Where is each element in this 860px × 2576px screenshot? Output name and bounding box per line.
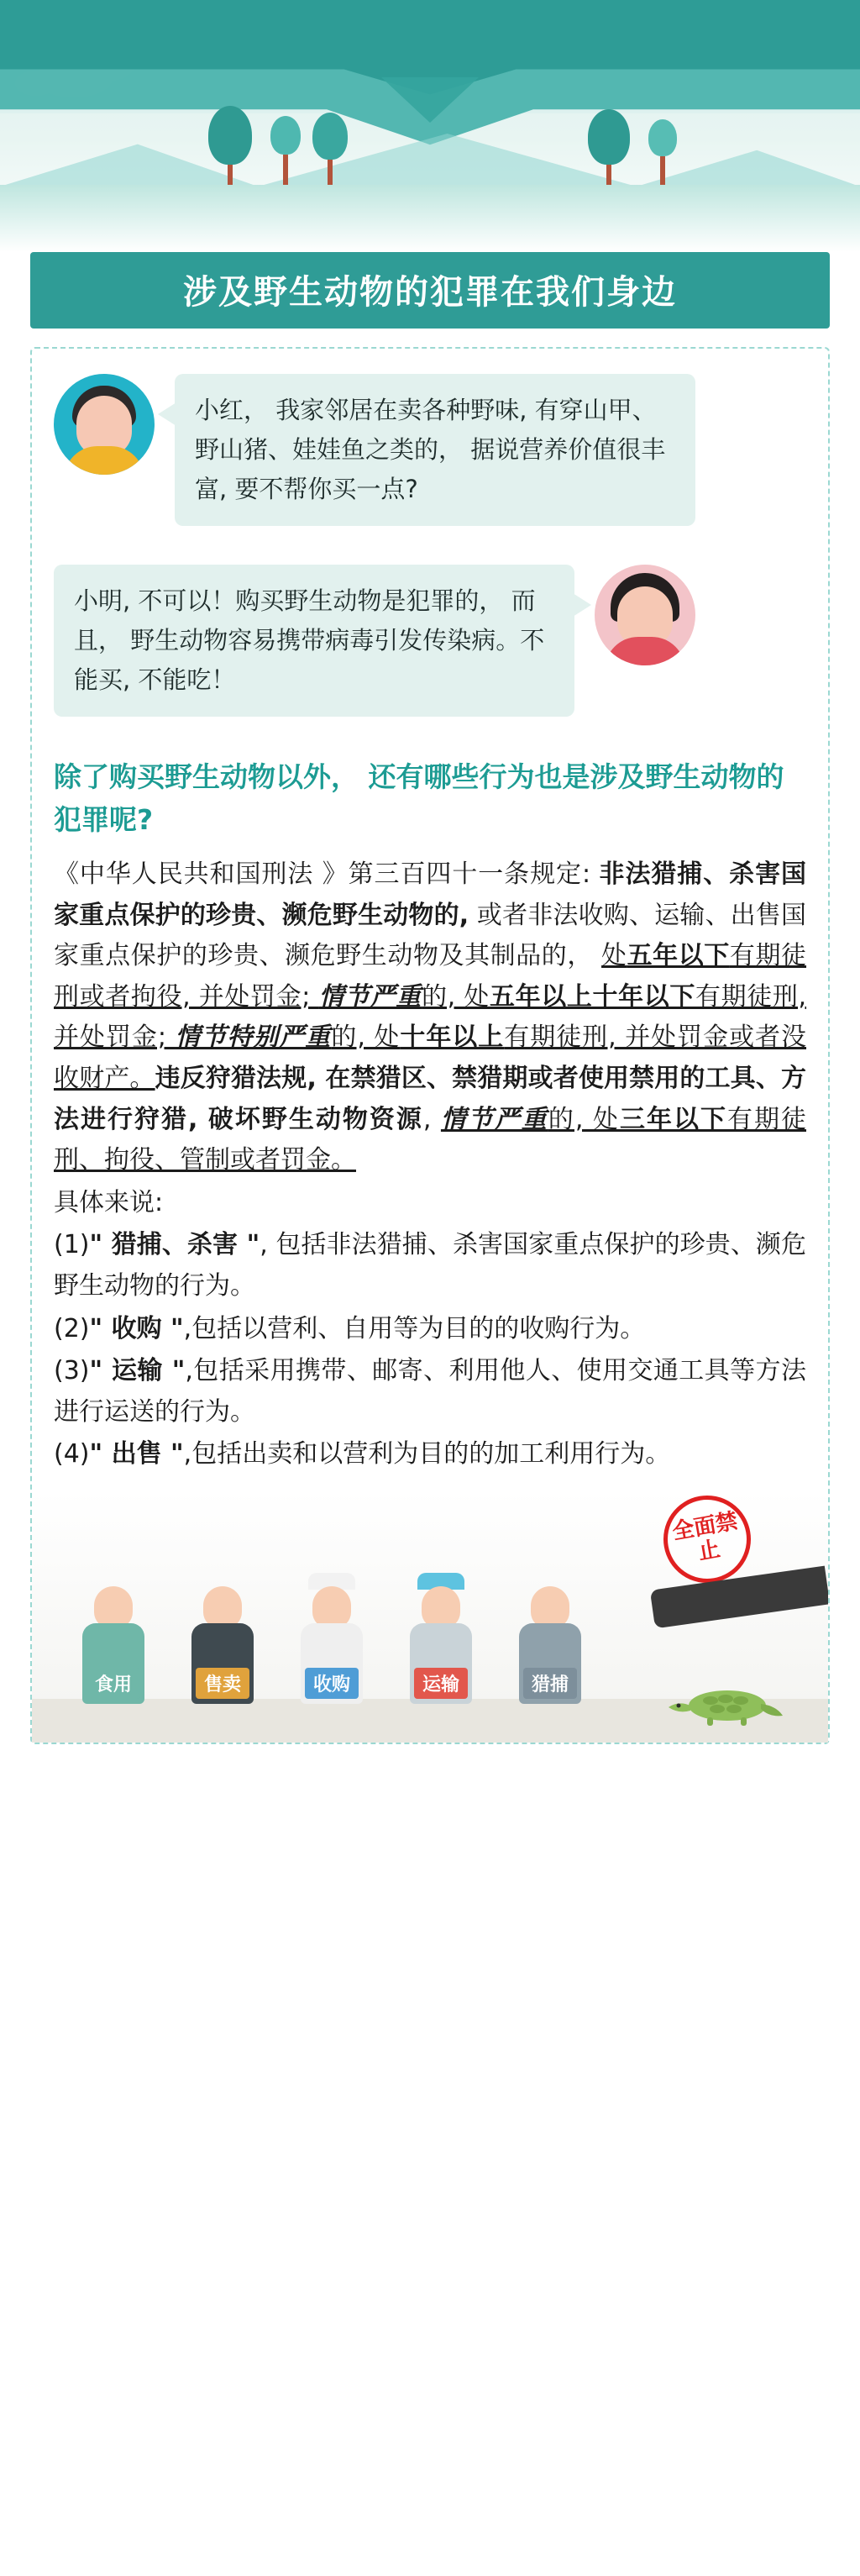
tree-icon (648, 119, 677, 193)
detail-text: ,包括出卖和以营利为目的的加工利用行为。 (183, 1439, 671, 1469)
detail-item-2 (54, 1309, 806, 1350)
figure-hunt (519, 1586, 581, 1704)
law-u-3: 的, 处 (422, 981, 490, 1012)
detail-text: , 包括非法猎捕、杀害国家重点保护的珍贵、濒危野生动物的行为。 (54, 1230, 806, 1301)
figure-label: 售卖 (196, 1668, 249, 1699)
figure-buy (301, 1573, 363, 1704)
law-iu-1: 情节严重 (318, 981, 422, 1012)
bottom-illustration (32, 1490, 828, 1743)
detail-term: " 出售 " (89, 1439, 184, 1469)
female-avatar (595, 565, 695, 665)
header-illustration (0, 0, 860, 252)
law-u-8: 有期徒刑、拘役、管制或者罚金。 (54, 1104, 806, 1175)
law-plain-2: 或者非法收购、运输、出售国家重点保护的珍贵、濒危野生动物及其制品的， (54, 900, 806, 971)
figure-label: 食用 (87, 1668, 140, 1699)
law-bu-3: 十年以上 (400, 1023, 505, 1053)
detail-term: " 猎捕、杀害 " (89, 1230, 260, 1260)
shirt-shape (605, 637, 685, 665)
male-avatar (54, 374, 155, 475)
law-citation: 《中华人民共和国刑法 》第三百四十一条规 (54, 860, 557, 890)
law-u-4: 有期徒刑, 并处罚金; (54, 981, 807, 1053)
law-u-2: 有期徒刑或者拘役, 并处罚金; (54, 941, 807, 1012)
law-iu-2: 情节特别严重 (175, 1023, 332, 1053)
law-u-6: 有期徒刑, 并处罚金或者没收财产。 (54, 1023, 807, 1094)
figure-eat (82, 1586, 144, 1704)
law-u-5: 的, 处 (331, 1023, 401, 1053)
head-shape (94, 1586, 133, 1628)
speech-bubble-1: 小红， 我家邻居在卖各种野味, 有穿山甲、野山猪、娃娃鱼之类的， 据说营养价值很丰富, 要不帮你买一点? (175, 374, 695, 526)
law-iu-3: 情节严重 (440, 1104, 548, 1134)
detail-item-3 (54, 1351, 806, 1433)
law-text: 定: (556, 860, 600, 890)
tree-icon (312, 113, 348, 197)
figure-label: 运输 (414, 1668, 468, 1699)
head-shape (422, 1586, 460, 1628)
net-arm-icon (650, 1566, 828, 1629)
tree-icon (270, 116, 301, 192)
law-paragraph (54, 854, 806, 1181)
law-bold-1: 非法猎捕、杀害国家重点保护的珍贵、濒危野生动物的, (54, 860, 806, 930)
detail-term: " 收购 " (89, 1313, 184, 1343)
dialog-row-2 (54, 565, 806, 717)
section-question: 除了购买野生动物以外， 还有哪些行为也是涉及野生动物的犯罪呢? (54, 760, 784, 836)
detail-number: (3) (54, 1356, 90, 1386)
speech-bubble-2: 小明, 不可以！购买野生动物是犯罪的， 而且， 野生动物容易携带病毒引发传染病。不能买, 不能吃！ (54, 565, 574, 717)
chevron-down-icon (381, 77, 479, 123)
law-bu-4: 三年以下 (620, 1104, 727, 1134)
law-bold-2: 违反狩猎法规, 在禁猎区、禁猎期或者使用禁用的工具、方法进行狩猎, 破坏野生动物资源 (54, 1064, 807, 1134)
detail-item-4 (54, 1434, 806, 1475)
detail-number: (2) (54, 1313, 90, 1343)
shirt-shape (64, 446, 144, 475)
head-shape (203, 1586, 242, 1628)
figure-transport (410, 1573, 472, 1704)
law-bu-1: 五年以下 (627, 941, 730, 971)
law-u-7: 的, 处 (548, 1104, 620, 1134)
pangolin-icon (662, 1680, 788, 1727)
head-shape (312, 1586, 351, 1628)
law-body (54, 854, 806, 1475)
figure-label: 猎捕 (523, 1668, 577, 1699)
detail-heading: 具体来说: (54, 1187, 164, 1217)
ground-gradient (0, 185, 860, 252)
page-title: 涉及野生动物的犯罪在我们身边 (30, 252, 830, 329)
content-panel (30, 347, 830, 1744)
law-plain-3: , (422, 1104, 441, 1134)
detail-number: (4) (54, 1439, 90, 1469)
law-bu-2: 五年以上十年以下 (490, 981, 695, 1012)
law-u-1: 处 (601, 941, 627, 971)
detail-item-1 (54, 1225, 806, 1306)
detail-text: ,包括以营利、自用等为目的的收购行为。 (183, 1313, 646, 1343)
detail-text: ,包括采用携带、邮寄、利用他人、使用交通工具等方法进行运送的行为。 (54, 1356, 806, 1427)
detail-number: (1) (54, 1230, 90, 1260)
ban-stamp: 全面禁止 (657, 1490, 758, 1590)
detail-term: " 运输 " (89, 1356, 186, 1386)
figure-sell (191, 1586, 254, 1704)
figure-label: 收购 (305, 1668, 359, 1699)
dialog-row-1 (54, 374, 806, 526)
head-shape (531, 1586, 569, 1628)
